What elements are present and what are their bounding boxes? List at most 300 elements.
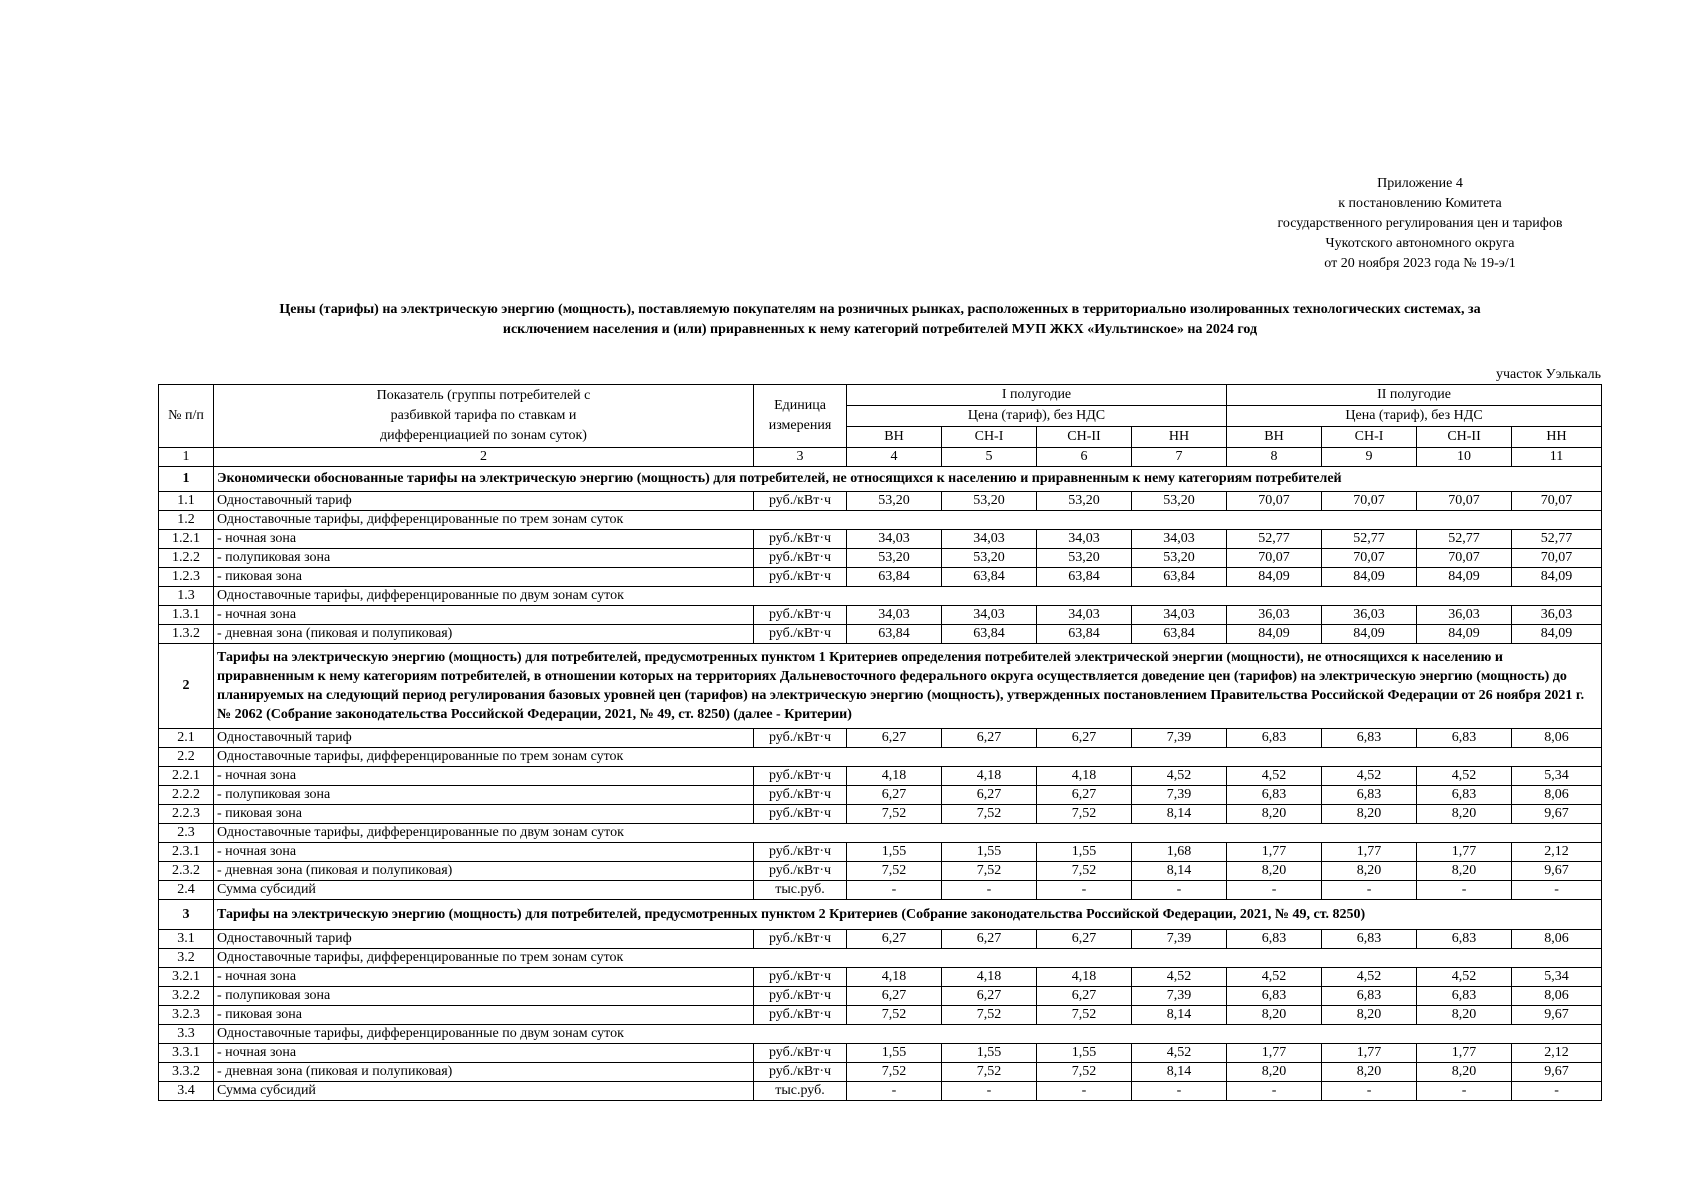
- table-row: [159, 1082, 1602, 1101]
- table-row: [159, 729, 1602, 748]
- group-title: Одноставочные тарифы, дифференцированные по двум зонам суток: [214, 824, 1602, 843]
- price-cell: 8,14: [1132, 805, 1227, 824]
- price-cell: 7,52: [847, 1063, 942, 1082]
- column-number: 1: [159, 448, 214, 467]
- price-cell: 63,84: [1132, 625, 1227, 644]
- price-cell: 70,07: [1417, 549, 1512, 568]
- appendix-line: Чукотского автономного округа: [1325, 236, 1515, 251]
- row-number: 1.1: [159, 492, 214, 511]
- table-row: [159, 949, 1602, 968]
- price-cell: 6,83: [1322, 987, 1417, 1006]
- row-number: 3.2.3: [159, 1006, 214, 1025]
- column-number: 4: [847, 448, 942, 467]
- row-unit: руб./кВт·ч: [754, 492, 847, 511]
- price-cell: 4,18: [942, 767, 1037, 786]
- price-cell: 6,83: [1417, 786, 1512, 805]
- row-number: 2.2: [159, 748, 214, 767]
- row-number: 2.4: [159, 881, 214, 900]
- price-cell: 63,84: [1037, 568, 1132, 587]
- row-unit: руб./кВт·ч: [754, 1063, 847, 1082]
- row-number: 1: [159, 467, 214, 492]
- price-cell: 70,07: [1512, 492, 1602, 511]
- table-body: [159, 467, 1602, 1101]
- price-cell: -: [942, 881, 1037, 900]
- price-cell: -: [1132, 881, 1227, 900]
- document-title-line: исключением населения и (или) приравненных к нему категорий потребителей МУП ЖКХ «Иультинское» на 2024 год: [502, 322, 1258, 337]
- row-number: 3: [159, 900, 214, 930]
- price-cell: 63,84: [942, 568, 1037, 587]
- row-label: - полупиковая зона: [214, 987, 754, 1006]
- group-title: Одноставочные тарифы, дифференцированные по трем зонам суток: [214, 511, 1602, 530]
- table-row: [159, 968, 1602, 987]
- row-unit: руб./кВт·ч: [754, 530, 847, 549]
- price-cell: -: [1037, 1082, 1132, 1101]
- row-unit: руб./кВт·ч: [754, 843, 847, 862]
- price-cell: 53,20: [942, 549, 1037, 568]
- price-cell: 84,09: [1227, 625, 1322, 644]
- table-row: [159, 467, 1602, 492]
- header-half-2: II полугодие: [1227, 385, 1602, 406]
- row-number: 1.2.2: [159, 549, 214, 568]
- price-cell: 1,55: [942, 843, 1037, 862]
- table-row: [159, 1063, 1602, 1082]
- header-price-2: Цена (тариф), без НДС: [1227, 406, 1602, 427]
- price-cell: 9,67: [1512, 1063, 1602, 1082]
- row-unit: тыс.руб.: [754, 1082, 847, 1101]
- price-cell: 4,18: [942, 968, 1037, 987]
- price-cell: -: [1417, 881, 1512, 900]
- row-number: 1.3.2: [159, 625, 214, 644]
- header-voltage: ВН: [847, 427, 942, 448]
- row-label: - дневная зона (пиковая и полупиковая): [214, 1063, 754, 1082]
- price-cell: 7,52: [942, 805, 1037, 824]
- price-cell: 8,20: [1227, 1063, 1322, 1082]
- section-name: участок Уэлькаль: [1495, 367, 1601, 382]
- price-cell: 7,39: [1132, 987, 1227, 1006]
- column-number: 5: [942, 448, 1037, 467]
- price-cell: 4,52: [1417, 968, 1512, 987]
- row-number: 3.3.2: [159, 1063, 214, 1082]
- appendix-line: Приложение 4: [1377, 176, 1463, 191]
- price-cell: 6,27: [847, 987, 942, 1006]
- row-label: Одноставочный тариф: [214, 492, 754, 511]
- price-cell: 1,55: [847, 843, 942, 862]
- price-cell: 8,20: [1417, 1006, 1512, 1025]
- row-number: 2.3: [159, 824, 214, 843]
- appendix-line: государственного регулирования цен и тарифов: [1277, 216, 1563, 231]
- price-cell: -: [1227, 1082, 1322, 1101]
- price-cell: 7,39: [1132, 786, 1227, 805]
- price-cell: -: [1512, 1082, 1602, 1101]
- price-cell: 6,83: [1322, 729, 1417, 748]
- row-number: 3.3.1: [159, 1044, 214, 1063]
- row-unit: руб./кВт·ч: [754, 987, 847, 1006]
- row-number: 2.1: [159, 729, 214, 748]
- row-label: - дневная зона (пиковая и полупиковая): [214, 862, 754, 881]
- price-cell: 52,77: [1322, 530, 1417, 549]
- price-cell: 5,34: [1512, 767, 1602, 786]
- price-cell: 6,27: [847, 786, 942, 805]
- price-cell: 36,03: [1512, 606, 1602, 625]
- row-label: - пиковая зона: [214, 1006, 754, 1025]
- table-row: [159, 843, 1602, 862]
- price-cell: -: [942, 1082, 1037, 1101]
- price-cell: 4,52: [1322, 767, 1417, 786]
- row-unit: руб./кВт·ч: [754, 606, 847, 625]
- table-row: [159, 587, 1602, 606]
- price-cell: 53,20: [1132, 549, 1227, 568]
- price-cell: 34,03: [847, 606, 942, 625]
- price-cell: 6,83: [1227, 930, 1322, 949]
- table-row: [159, 1044, 1602, 1063]
- price-cell: 6,83: [1227, 987, 1322, 1006]
- column-number: 3: [754, 448, 847, 467]
- row-unit: руб./кВт·ч: [754, 625, 847, 644]
- price-cell: 8,06: [1512, 729, 1602, 748]
- price-cell: 84,09: [1227, 568, 1322, 587]
- table-header: [159, 385, 1602, 467]
- price-cell: 34,03: [942, 606, 1037, 625]
- price-cell: 4,52: [1132, 1044, 1227, 1063]
- price-cell: 1,55: [942, 1044, 1037, 1063]
- price-cell: 8,06: [1512, 930, 1602, 949]
- price-cell: 8,14: [1132, 1006, 1227, 1025]
- price-cell: 6,83: [1417, 987, 1512, 1006]
- row-label: - ночная зона: [214, 1044, 754, 1063]
- row-label: - дневная зона (пиковая и полупиковая): [214, 625, 754, 644]
- row-unit: руб./кВт·ч: [754, 805, 847, 824]
- price-cell: 7,52: [942, 1063, 1037, 1082]
- price-cell: 1,77: [1417, 1044, 1512, 1063]
- row-unit: руб./кВт·ч: [754, 862, 847, 881]
- price-cell: 7,52: [1037, 1063, 1132, 1082]
- price-cell: 4,52: [1417, 767, 1512, 786]
- price-cell: 6,27: [847, 930, 942, 949]
- row-number: 2: [159, 644, 214, 729]
- price-cell: 8,20: [1322, 862, 1417, 881]
- header-voltage: НН: [1512, 427, 1602, 448]
- section-title: Экономически обоснованные тарифы на электрическую энергию (мощность) для потребителей, не относящихся к населению и приравненным к нему категориям потребителей: [214, 467, 1602, 492]
- row-unit: тыс.руб.: [754, 881, 847, 900]
- price-cell: 4,18: [847, 767, 942, 786]
- price-cell: 34,03: [1037, 530, 1132, 549]
- price-cell: 4,18: [1037, 968, 1132, 987]
- price-cell: 8,20: [1227, 805, 1322, 824]
- price-cell: 7,52: [1037, 805, 1132, 824]
- price-cell: 7,52: [847, 805, 942, 824]
- price-cell: 6,83: [1227, 786, 1322, 805]
- price-cell: 36,03: [1417, 606, 1512, 625]
- price-cell: 5,34: [1512, 968, 1602, 987]
- row-number: 1.2.1: [159, 530, 214, 549]
- price-cell: 63,84: [1132, 568, 1227, 587]
- price-cell: 6,27: [1037, 729, 1132, 748]
- price-cell: -: [1512, 881, 1602, 900]
- row-label: Одноставочный тариф: [214, 930, 754, 949]
- price-cell: 8,20: [1227, 862, 1322, 881]
- price-cell: 4,52: [1227, 767, 1322, 786]
- group-title: Одноставочные тарифы, дифференцированные по двум зонам суток: [214, 1025, 1602, 1044]
- price-cell: 8,20: [1417, 862, 1512, 881]
- price-cell: 6,83: [1227, 729, 1322, 748]
- price-cell: 1,77: [1227, 1044, 1322, 1063]
- row-label: Сумма субсидий: [214, 1082, 754, 1101]
- price-cell: 7,39: [1132, 930, 1227, 949]
- price-cell: 53,20: [847, 492, 942, 511]
- row-unit: руб./кВт·ч: [754, 1006, 847, 1025]
- header-voltage: СН-I: [1322, 427, 1417, 448]
- price-cell: 6,27: [942, 729, 1037, 748]
- price-cell: 9,67: [1512, 862, 1602, 881]
- price-cell: 6,27: [1037, 930, 1132, 949]
- table-row: [159, 987, 1602, 1006]
- price-cell: 1,55: [1037, 1044, 1132, 1063]
- header-half-1: I полугодие: [847, 385, 1227, 406]
- header-voltage: СН-II: [1417, 427, 1512, 448]
- row-label: - полупиковая зона: [214, 786, 754, 805]
- row-label: - ночная зона: [214, 530, 754, 549]
- price-cell: 70,07: [1322, 549, 1417, 568]
- price-cell: 53,20: [942, 492, 1037, 511]
- row-unit: руб./кВт·ч: [754, 568, 847, 587]
- price-cell: -: [847, 881, 942, 900]
- row-unit: руб./кВт·ч: [754, 549, 847, 568]
- price-cell: 70,07: [1512, 549, 1602, 568]
- price-cell: 52,77: [1512, 530, 1602, 549]
- price-cell: 70,07: [1417, 492, 1512, 511]
- price-cell: 7,52: [942, 862, 1037, 881]
- column-number: 7: [1132, 448, 1227, 467]
- row-unit: руб./кВт·ч: [754, 767, 847, 786]
- row-label: - пиковая зона: [214, 805, 754, 824]
- row-number: 3.1: [159, 930, 214, 949]
- row-unit: руб./кВт·ч: [754, 729, 847, 748]
- row-number: 1.2: [159, 511, 214, 530]
- column-number: 8: [1227, 448, 1322, 467]
- row-number: 3.2.1: [159, 968, 214, 987]
- table-row: [159, 606, 1602, 625]
- row-label: - пиковая зона: [214, 568, 754, 587]
- table-row: [159, 767, 1602, 786]
- price-cell: 63,84: [847, 568, 942, 587]
- row-label: - ночная зона: [214, 606, 754, 625]
- header-number: № п/п: [159, 385, 214, 448]
- price-cell: 7,52: [847, 862, 942, 881]
- table-row: [159, 748, 1602, 767]
- column-number: 2: [214, 448, 754, 467]
- price-cell: 1,68: [1132, 843, 1227, 862]
- price-cell: 52,77: [1417, 530, 1512, 549]
- price-cell: 7,52: [847, 1006, 942, 1025]
- row-number: 3.3: [159, 1025, 214, 1044]
- group-title: Одноставочные тарифы, дифференцированные по трем зонам суток: [214, 748, 1602, 767]
- price-cell: 34,03: [1132, 530, 1227, 549]
- price-cell: 6,27: [1037, 987, 1132, 1006]
- price-cell: 8,20: [1322, 1006, 1417, 1025]
- row-number: 1.2.3: [159, 568, 214, 587]
- table-row: [159, 568, 1602, 587]
- table-row: [159, 805, 1602, 824]
- price-cell: 53,20: [1132, 492, 1227, 511]
- price-cell: 8,20: [1322, 805, 1417, 824]
- price-cell: -: [1322, 881, 1417, 900]
- price-cell: 63,84: [847, 625, 942, 644]
- header-voltage: СН-I: [942, 427, 1037, 448]
- price-cell: 7,52: [942, 1006, 1037, 1025]
- row-number: 2.2.2: [159, 786, 214, 805]
- price-cell: -: [1227, 881, 1322, 900]
- price-cell: 36,03: [1322, 606, 1417, 625]
- header-indicator: Показатель (группы потребителей с разбивкой тарифа по ставкам и дифференциацией по зонам суток): [214, 385, 754, 448]
- table-row: [159, 1006, 1602, 1025]
- row-number: 2.3.1: [159, 843, 214, 862]
- table-row: [159, 930, 1602, 949]
- header-voltage: НН: [1132, 427, 1227, 448]
- price-cell: 1,77: [1227, 843, 1322, 862]
- price-cell: 4,18: [847, 968, 942, 987]
- price-cell: 70,07: [1227, 492, 1322, 511]
- price-cell: 8,20: [1417, 1063, 1512, 1082]
- price-cell: -: [1037, 881, 1132, 900]
- row-number: 3.2: [159, 949, 214, 968]
- price-cell: 8,20: [1227, 1006, 1322, 1025]
- row-label: - ночная зона: [214, 767, 754, 786]
- table-row: [159, 1025, 1602, 1044]
- appendix-line: к постановлению Комитета: [1338, 196, 1502, 211]
- table-row: [159, 530, 1602, 549]
- column-number: 10: [1417, 448, 1512, 467]
- row-unit: руб./кВт·ч: [754, 968, 847, 987]
- price-cell: 8,14: [1132, 1063, 1227, 1082]
- table-row: [159, 492, 1602, 511]
- price-cell: 84,09: [1322, 625, 1417, 644]
- price-cell: 53,20: [847, 549, 942, 568]
- row-unit: руб./кВт·ч: [754, 1044, 847, 1063]
- row-number: 1.3: [159, 587, 214, 606]
- row-unit: руб./кВт·ч: [754, 786, 847, 805]
- header-price-1: Цена (тариф), без НДС: [847, 406, 1227, 427]
- price-cell: 6,83: [1322, 930, 1417, 949]
- group-title: Одноставочные тарифы, дифференцированные по трем зонам суток: [214, 949, 1602, 968]
- price-cell: 70,07: [1227, 549, 1322, 568]
- row-label: Сумма субсидий: [214, 881, 754, 900]
- row-unit: руб./кВт·ч: [754, 930, 847, 949]
- price-cell: 9,67: [1512, 805, 1602, 824]
- price-cell: 84,09: [1512, 568, 1602, 587]
- price-cell: 4,52: [1132, 767, 1227, 786]
- price-cell: 8,06: [1512, 987, 1602, 1006]
- tariff-table: [158, 384, 1602, 1101]
- price-cell: 6,27: [942, 987, 1037, 1006]
- price-cell: 6,27: [942, 930, 1037, 949]
- table-row: [159, 549, 1602, 568]
- table-row: [159, 900, 1602, 930]
- price-cell: 7,52: [1037, 862, 1132, 881]
- document-title: [150, 300, 1610, 340]
- price-cell: 1,55: [847, 1044, 942, 1063]
- table-row: [159, 625, 1602, 644]
- price-cell: 1,55: [1037, 843, 1132, 862]
- row-label: - ночная зона: [214, 968, 754, 987]
- table-row: [159, 862, 1602, 881]
- price-cell: 63,84: [942, 625, 1037, 644]
- header-unit: Единица измерения: [754, 385, 847, 448]
- price-cell: 6,27: [1037, 786, 1132, 805]
- price-cell: 34,03: [1132, 606, 1227, 625]
- price-cell: 34,03: [847, 530, 942, 549]
- price-cell: 8,06: [1512, 786, 1602, 805]
- price-cell: 2,12: [1512, 843, 1602, 862]
- price-cell: -: [1417, 1082, 1512, 1101]
- price-cell: 84,09: [1417, 625, 1512, 644]
- price-cell: 6,83: [1322, 786, 1417, 805]
- price-cell: 84,09: [1512, 625, 1602, 644]
- price-cell: 52,77: [1227, 530, 1322, 549]
- table-row: [159, 881, 1602, 900]
- section-title: Тарифы на электрическую энергию (мощность) для потребителей, предусмотренных пунктом 2 Критериев (Собрание законодательства Российской Федерации, 2021, № 49, ст. 8250): [214, 900, 1602, 930]
- price-cell: 8,20: [1322, 1063, 1417, 1082]
- price-cell: 6,27: [847, 729, 942, 748]
- price-cell: 53,20: [1037, 492, 1132, 511]
- row-number: 1.3.1: [159, 606, 214, 625]
- price-cell: 1,77: [1417, 843, 1512, 862]
- price-cell: 53,20: [1037, 549, 1132, 568]
- row-label: - ночная зона: [214, 843, 754, 862]
- table-row: [159, 786, 1602, 805]
- price-cell: 4,52: [1322, 968, 1417, 987]
- price-cell: 1,77: [1322, 843, 1417, 862]
- row-number: 2.2.1: [159, 767, 214, 786]
- price-cell: 63,84: [1037, 625, 1132, 644]
- price-cell: -: [847, 1082, 942, 1101]
- price-cell: 4,52: [1227, 968, 1322, 987]
- price-cell: 34,03: [942, 530, 1037, 549]
- table-row: [159, 824, 1602, 843]
- column-number: 9: [1322, 448, 1417, 467]
- column-number: 11: [1512, 448, 1602, 467]
- row-number: 3.2.2: [159, 987, 214, 1006]
- row-label: - полупиковая зона: [214, 549, 754, 568]
- price-cell: -: [1132, 1082, 1227, 1101]
- appendix-line: от 20 ноября 2023 года № 19-э/1: [1324, 256, 1516, 271]
- price-cell: 9,67: [1512, 1006, 1602, 1025]
- price-cell: 4,52: [1132, 968, 1227, 987]
- price-cell: 8,14: [1132, 862, 1227, 881]
- price-cell: 6,83: [1417, 930, 1512, 949]
- price-cell: 6,83: [1417, 729, 1512, 748]
- price-cell: 7,39: [1132, 729, 1227, 748]
- row-label: Одноставочный тариф: [214, 729, 754, 748]
- price-cell: 8,20: [1417, 805, 1512, 824]
- appendix-block: [1240, 174, 1600, 274]
- price-cell: 84,09: [1417, 568, 1512, 587]
- section-title: Тарифы на электрическую энергию (мощность) для потребителей, предусмотренных пунктом 1 Критериев определения потребителей электрической энергии (мощности), не относящихся к населению и приравненным к нему категориям потребителей, в отношении которых на территориях Дальневосточного федерального округа осуществляется доведение цен (тарифов) на электрическую энергию (мощность) до планируемых на следующий период регулирования базовых уровней цен (тарифов) на электрическую энергию (мощность), утвержденных постановлением Правительства Российской Федерации от 26 ноября 2021 г. № 2062 (Собрание законодательства Российской Федерации, 2021, № 49, ст. 8250) (далее - Критерии): [214, 644, 1602, 729]
- row-number: 2.3.2: [159, 862, 214, 881]
- price-cell: 2,12: [1512, 1044, 1602, 1063]
- price-cell: 34,03: [1037, 606, 1132, 625]
- table-row: [159, 644, 1602, 729]
- price-cell: 36,03: [1227, 606, 1322, 625]
- row-number: 2.2.3: [159, 805, 214, 824]
- header-voltage: СН-II: [1037, 427, 1132, 448]
- price-cell: 1,77: [1322, 1044, 1417, 1063]
- document-title-line: Цены (тарифы) на электрическую энергию (мощность), поставляемую покупателям на розничных рынках, расположенных в территориально изолированных технологических системах, за: [279, 302, 1481, 317]
- price-cell: 84,09: [1322, 568, 1417, 587]
- header-voltage: ВН: [1227, 427, 1322, 448]
- price-cell: -: [1322, 1082, 1417, 1101]
- price-cell: 4,18: [1037, 767, 1132, 786]
- price-cell: 7,52: [1037, 1006, 1132, 1025]
